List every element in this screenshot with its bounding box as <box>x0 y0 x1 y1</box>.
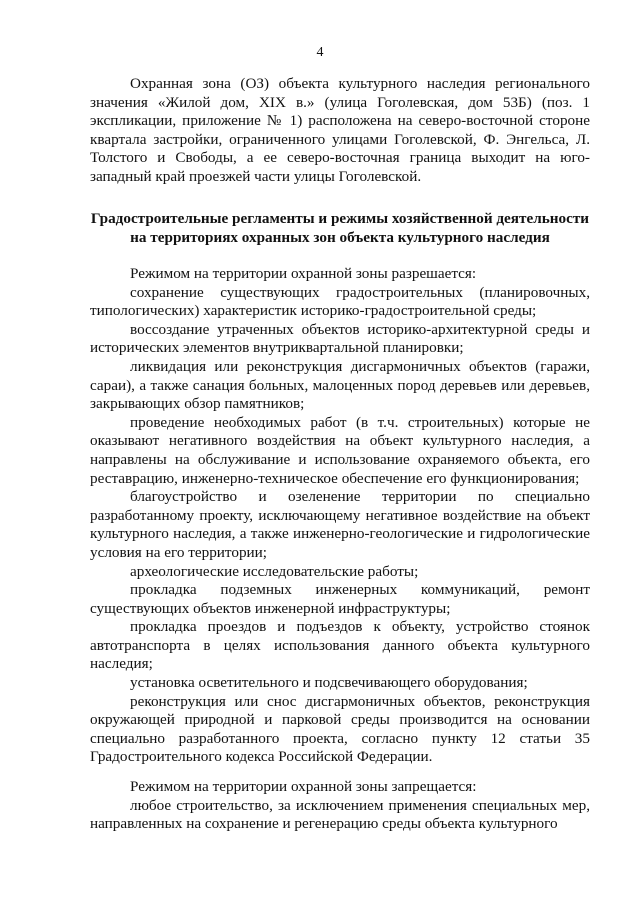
section-title-line-2: на территориях охранных зон объекта культурного наследия <box>130 229 550 246</box>
section-title <box>90 209 590 247</box>
allowed-item: установка осветительного и подсвечивающего оборудования; <box>130 674 528 692</box>
allowed-item: ликвидация или реконструкция дисгармоничных объектов (гаражи, сараи), а также санация больных, малоценных пород деревьев или деревьев, закрывающих обзор памятников; <box>90 357 590 413</box>
allowed-item: прокладка проездов и подъездов к объекту, устройство стоянок автотранспорта в целях использования данного объекта культурного наследия; <box>90 618 590 673</box>
allowed-item: реконструкция или снос дисгармоничных объектов, реконструкция окружающей природной и парковой среды производится на основании специально разработанного проекта, согласно пункту 12 статьи 35 Градостроительного кодекса Российской Федерации. <box>90 692 590 766</box>
intro-paragraph: Охранная зона (ОЗ) объекта культурного наследия регионального значения «Жилой дом, XIX в.» (улица Гоголевская, дом 53Б) (поз. 1 экспликации, приложение № 1) расположена на северо-восточной стороне квартала застройки, ограниченного улицами Гоголевской, Ф. Энгельса, Л. Толстого и Свободы, а ее северо-восточная граница выходит на юго-западный край проезжей части улицы Гоголевской. <box>90 75 590 185</box>
allowed-item: проведение необходимых работ (в т.ч. строительных) которые не оказывают негативного воздействия на объект культурного наследия, а направлены на обслуживание и использование охраняемого объекта, его реставрацию, инженерно-техническое обеспечение его функционирования; <box>90 413 590 487</box>
allowed-heading: Режимом на территории охранной зоны разрешается: <box>130 265 477 282</box>
forbidden-heading: Режимом на территории охранной зоны запрещается: <box>130 778 477 795</box>
intro-section <box>90 75 590 187</box>
allowed-item: воссоздание утраченных объектов историко-архитектурной среды и исторических элементов внутриквартальной планировки; <box>90 320 590 357</box>
allowed-item: прокладка подземных инженерных коммуникаций, ремонт существующих объектов инженерной инфраструктуры; <box>90 581 590 617</box>
allowed-item: благоустройство и озеленение территории по специально разработанному проекту, исключающему негативное воздействие на объект культурного наследия, а также инженерно-геологические и гидрологические условия на его территории; <box>90 488 590 561</box>
allowed-section <box>90 265 590 767</box>
forbidden-item: любое строительство, за исключением применения специальных мер, направленных на сохранение и регенерацию среды объекта культурного <box>90 796 590 833</box>
page-number: 4 <box>316 45 324 60</box>
forbidden-section <box>90 778 590 834</box>
section-title-line-1: Градостроительные регламенты и режимы хозяйственной деятельности <box>90 210 590 227</box>
allowed-item: сохранение существующих градостроительных (планировочных, типологических) характеристик историко-градостроительной среды; <box>90 283 590 320</box>
allowed-item: археологические исследовательские работы; <box>130 562 419 580</box>
